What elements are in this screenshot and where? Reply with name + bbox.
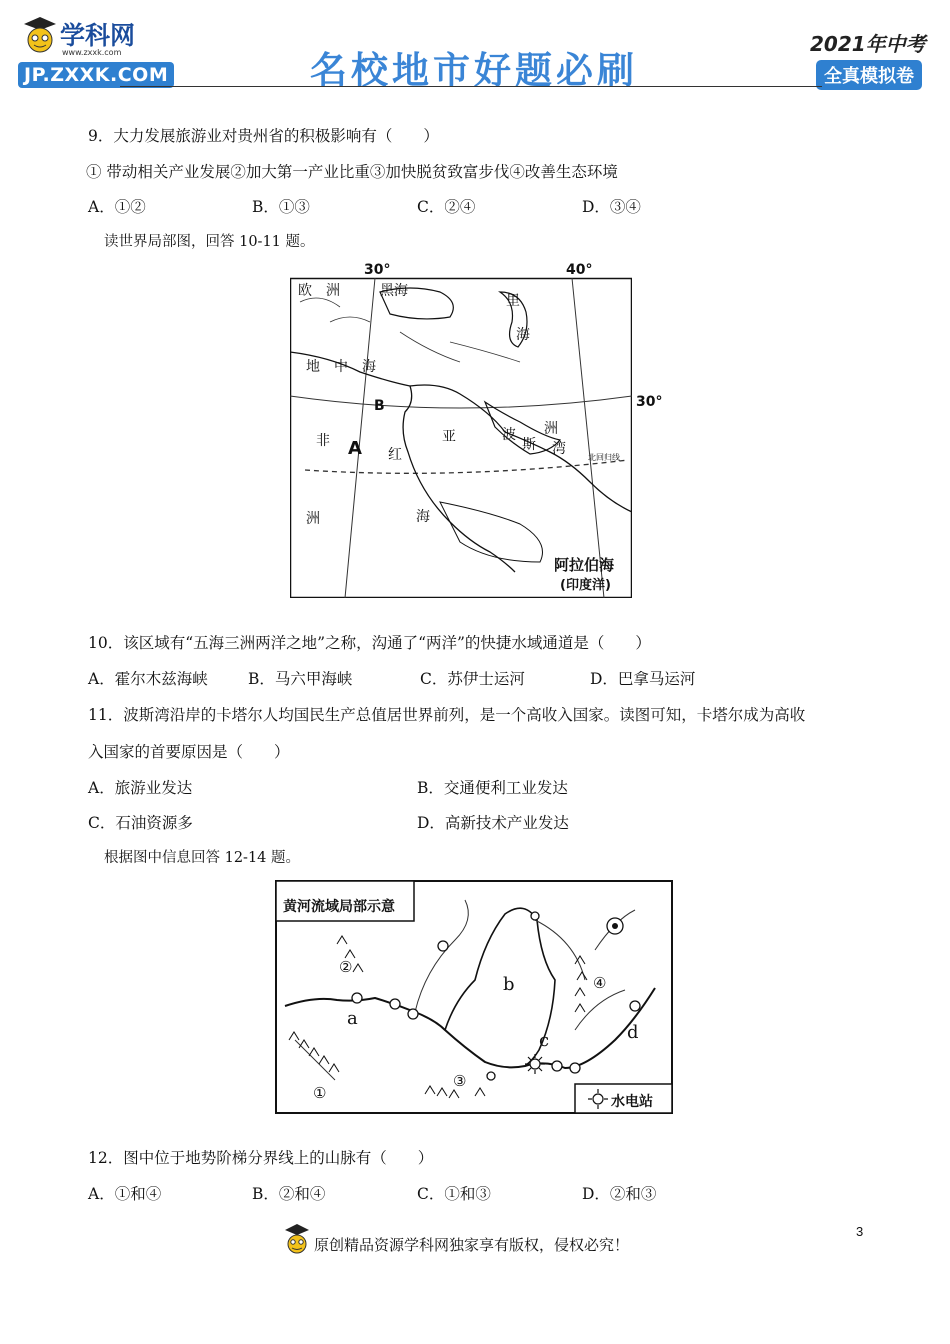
q10-option-c: C．苏伊士运河 [420, 670, 525, 688]
map1-label-persian-3: 湾 [552, 441, 566, 457]
intro-10-11: 读世界局部图，回答 10-11 题。 [104, 234, 315, 250]
map1-label-indian-ocean: (印度洋) [560, 578, 611, 593]
q12-option-b: B．②和④ [252, 1185, 326, 1203]
q9-option-d: D．③④ [582, 198, 641, 216]
q10-option-a: A．霍尔木兹海峡 [88, 670, 208, 688]
map1-label-africa-2: 洲 [306, 511, 320, 527]
q10-option-b: B．马六甲海峡 [248, 670, 353, 688]
q11-option-b: B．交通便利工业发达 [417, 779, 568, 797]
map1-lat-top-40: 40° [566, 262, 593, 278]
footer-copyright: 原创精品资源学科网独家享有版权，侵权必究！ [314, 1236, 630, 1254]
map1-label-europe: 欧 洲 [298, 283, 340, 299]
q12-option-d: D．②和③ [582, 1185, 657, 1203]
q12-option-c: C．①和③ [417, 1185, 491, 1203]
map2-label-a: a [347, 1008, 358, 1029]
map2-label-b: b [503, 974, 515, 995]
q9-items: ① 带动相关产业发展②加大第一产业比重③加快脱贫致富步伐④改善生态环境 [86, 163, 618, 181]
q11-option-a: A．旅游业发达 [88, 779, 193, 797]
q9-stem: 9．大力发展旅游业对贵州省的积极影响有（ ） [88, 127, 439, 145]
q12-option-a: A．①和④ [88, 1185, 162, 1203]
map1-label-africa-1: 非 [316, 433, 330, 449]
q11-option-c: C．石油资源多 [88, 814, 193, 832]
banner-title: 名校地市好题必刷 [310, 49, 638, 92]
q11-stem-line2: 入国家的首要原因是（ ） [88, 743, 290, 761]
map1-label-asia-2: 洲 [544, 421, 558, 437]
map1-lat-top-30: 30° [364, 262, 391, 278]
q9-option-c: C．②④ [417, 198, 476, 216]
map1-label-med: 地 中 海 [306, 359, 376, 375]
map2-label-c: c [539, 1030, 550, 1051]
exam-badge: 全真模拟卷 [816, 60, 922, 90]
q11-stem-line1: 11．波斯湾沿岸的卡塔尔人均国民生产总值居世界前列，是一个高收入国家。读图可知，卡塔尔成为高收 [88, 706, 806, 724]
map2-mountain-1: ① [313, 1084, 327, 1102]
logo-text: 学科网 [60, 21, 136, 50]
q12-stem: 12．图中位于地势阶梯分界线上的山脉有（ ） [88, 1149, 434, 1167]
mascot-icon [20, 14, 60, 58]
map2-legend-hydro: 水电站 [611, 1094, 653, 1110]
map1-label-persian-1: 波 [502, 427, 516, 443]
map1-label-caspian-2: 海 [516, 327, 530, 343]
q10-stem: 10．该区域有“五海三洲两洋之地”之称，沟通了“两洋”的快捷水域通道是（ ） [88, 634, 651, 652]
map2-mountain-3: ③ [453, 1072, 467, 1090]
exam-year: 2021年中考 [810, 32, 926, 56]
header-divider [120, 86, 822, 87]
yellow-river-map [275, 880, 673, 1114]
logo-url: www.zxxk.com [62, 48, 122, 57]
map1-label-a: A [348, 438, 362, 459]
q9-option-a: A．①② [88, 198, 146, 216]
middle-east-map [290, 262, 663, 598]
logo-badge: JP.ZXXK.COM [18, 62, 174, 88]
map1-label-arabian-sea: 阿拉伯海 [554, 556, 615, 574]
map1-lat-right-30: 30° [636, 394, 663, 410]
map1-label-red-1: 红 [388, 447, 402, 463]
map1-label-red-2: 海 [416, 509, 430, 525]
map1-label-b: B [374, 398, 385, 414]
footer-mascot-icon [282, 1222, 312, 1258]
map2-mountain-4: ④ [593, 974, 607, 992]
map2-mountain-2: ② [339, 958, 353, 976]
page-number: 3 [856, 1224, 864, 1239]
map1-label-caspian-1: 里 [506, 293, 520, 309]
intro-12-14: 根据图中信息回答 12-14 题。 [104, 850, 301, 866]
map1-label-tropic: 北回归线 [588, 453, 620, 462]
map1-label-asia-1: 亚 [442, 429, 456, 445]
q11-option-d: D．高新技术产业发达 [417, 814, 569, 832]
q9-option-b: B．①③ [252, 198, 310, 216]
map1-label-persian-2: 斯 [522, 437, 536, 453]
map2-label-d: d [627, 1022, 639, 1043]
map2-title: 黄河流域局部示意 [283, 899, 395, 915]
map1-label-black-sea: 黑海 [380, 283, 408, 299]
q10-option-d: D．巴拿马运河 [590, 670, 696, 688]
